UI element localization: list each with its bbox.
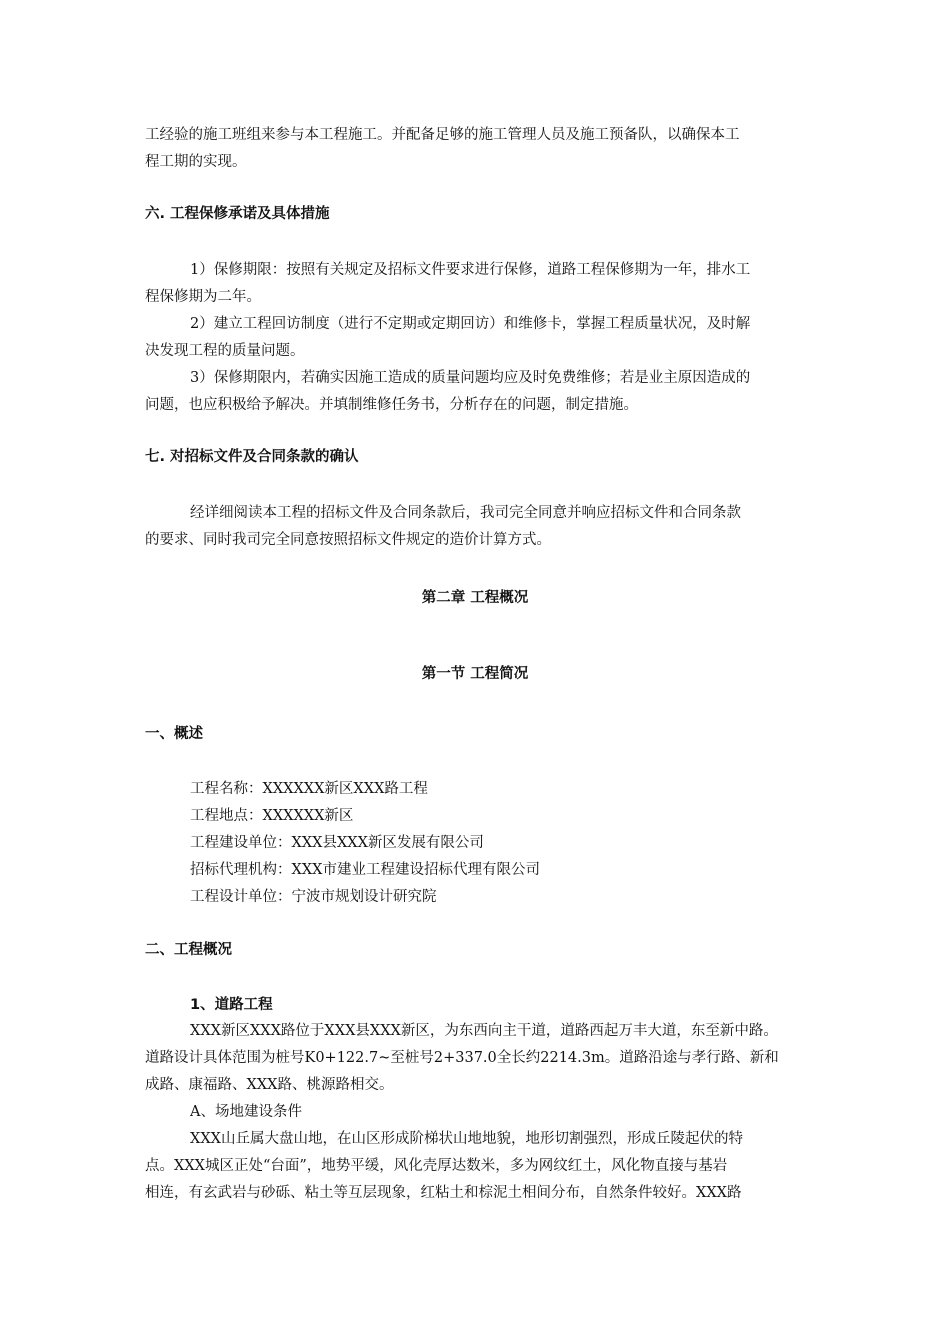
paragraph-line: XXX山丘属大盘山地，在山区形成阶梯状山地地貌，地形切割强烈，形成丘陵起伏的特 <box>190 1131 743 1147</box>
paragraph-line: XXX新区XXX路位于XXX县XXX新区，为东西向主干道，道路西起万丰大道，东至新中路。 <box>190 1023 778 1039</box>
paragraph-line: 成路、康福路、XXX路、桃源路相交。 <box>145 1077 394 1093</box>
subsection-heading: 二、工程概况 <box>145 942 232 958</box>
site-heading: A、场地建设条件 <box>190 1104 302 1120</box>
road-heading: 1、道路工程 <box>190 997 273 1013</box>
paragraph-line: 问题，也应积极给予解决。并填制维修任务书，分析存在的问题，制定措施。 <box>145 397 638 413</box>
paragraph-line: 经详细阅读本工程的招标文件及合同条款后，我司完全同意并响应招标文件和合同条款 <box>190 505 741 521</box>
paragraph-line: 1）保修期限：按照有关规定及招标文件要求进行保修，道路工程保修期为一年，排水工 <box>190 262 751 278</box>
paragraph-line: 程工期的实现。 <box>145 154 247 170</box>
info-line-agent: 招标代理机构：XXX市建业工程建设招标代理有限公司 <box>190 862 540 878</box>
paragraph-line: 的要求、同时我司完全同意按照招标文件规定的造价计算方式。 <box>145 532 551 548</box>
paragraph-line: 工经验的施工班组来参与本工程施工。并配备足够的施工管理人员及施工预备队，以确保本工 <box>145 127 740 143</box>
chapter-title: 第二章 工程概况 <box>421 590 529 606</box>
paragraph-line: 相连，有玄武岩与砂砾、粘土等互层现象，红粘土和棕泥土相间分布，自然条件较好。XXX路 <box>145 1185 742 1201</box>
section-heading: 七. 对招标文件及合同条款的确认 <box>145 449 359 465</box>
info-line-location: 工程地点：XXXXXX新区 <box>190 808 354 824</box>
info-line-designer: 工程设计单位：宁波市规划设计研究院 <box>190 889 437 905</box>
paragraph-line: 点。XXX城区正处“台面”，地势平缓，风化壳厚达数米，多为网纹红土，风化物直接与基岩 <box>145 1158 728 1174</box>
paragraph-line: 3）保修期限内，若确实因施工造成的质量问题均应及时免费维修；若是业主原因造成的 <box>190 370 751 386</box>
paragraph-line: 道路设计具体范围为桩号K0+122.7~至桩号2+337.0全长约2214.3m。道路沿途与孝行路、新和 <box>145 1050 779 1066</box>
paragraph-line: 决发现工程的质量问题。 <box>145 343 305 359</box>
info-line-name: 工程名称：XXXXXX新区XXX路工程 <box>190 781 428 797</box>
info-line-owner: 工程建设单位：XXX县XXX新区发展有限公司 <box>190 835 484 851</box>
section-heading: 六. 工程保修承诺及具体措施 <box>145 206 330 222</box>
section-title: 第一节 工程简况 <box>421 666 529 682</box>
paragraph-line: 程保修期为二年。 <box>145 289 261 305</box>
subsection-heading: 一、概述 <box>145 726 203 742</box>
paragraph-line: 2）建立工程回访制度（进行不定期或定期回访）和维修卡，掌握工程质量状况，及时解 <box>190 316 751 332</box>
